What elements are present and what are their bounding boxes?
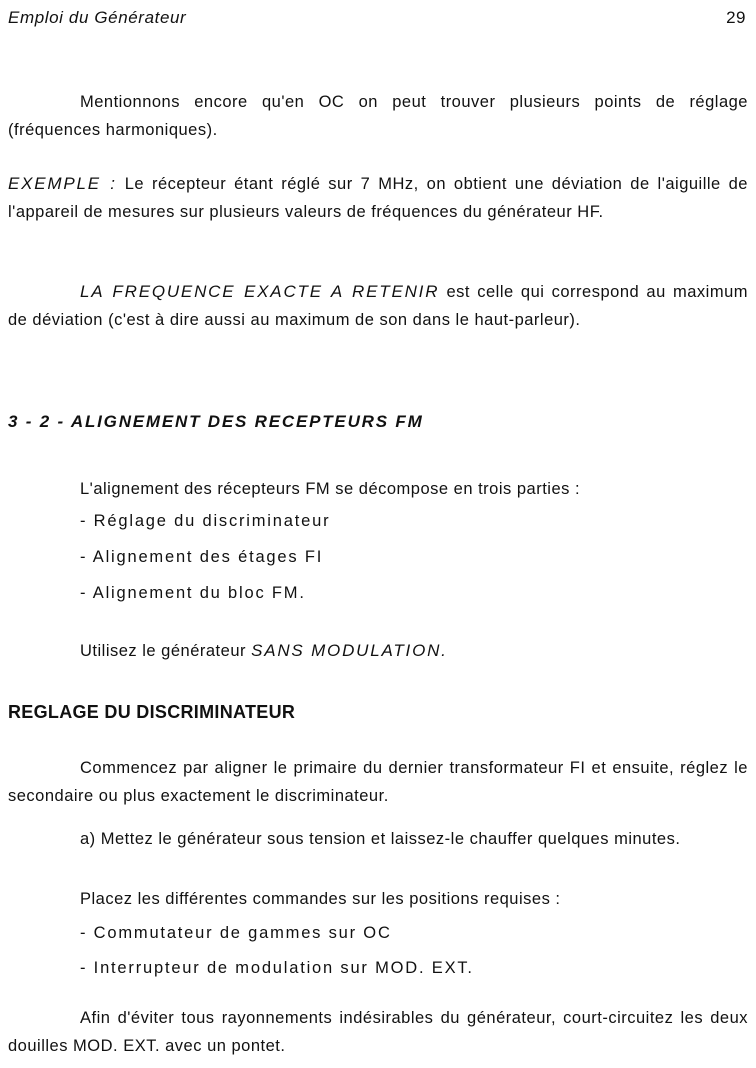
example-label: EXEMPLE :: [8, 174, 117, 193]
paragraph-use-generator: [80, 637, 748, 665]
use-generator-text: Utilisez le générateur: [80, 642, 252, 660]
paragraph-commencez: Commencez par aligner le primaire du dernier transformateur FI et ensuite, réglez le secondaire ou plus exactement le discriminateur.: [8, 759, 748, 805]
section-3-2-intro: L'alignement des récepteurs FM se décompose en trois parties :: [80, 480, 581, 498]
section-title-reglage: REGLAGE DU DISCRIMINATEUR: [8, 702, 296, 722]
list-item: - Alignement des étages FI: [80, 548, 324, 566]
running-header-title: Emploi du Générateur: [8, 8, 187, 27]
use-generator-emphasis: SANS MODULATION.: [251, 641, 448, 660]
list-item: - Commutateur de gammes sur OC: [80, 924, 392, 942]
list-item: - Interrupteur de modulation sur MOD. EXT.: [80, 959, 474, 977]
list-item: - Alignement du bloc FM.: [80, 584, 306, 602]
section-title-3-2: 3 - 2 - ALIGNEMENT DES RECEPTEURS FM: [8, 412, 424, 431]
example-text: Le récepteur étant réglé sur 7 MHz, on obtient une déviation de l'aiguille de l'appareil de mesures sur plusieurs valeurs de fréquences du générateur HF.: [8, 175, 748, 221]
paragraph-short-circuit: Afin d'éviter tous rayonnements indésirables du générateur, court-circuitez les deux douilles MOD. EXT. avec un pontet.: [8, 1009, 748, 1055]
exact-frequency-text: est celle qui correspond au maximum de déviation (c'est à dire aussi au maximum de son dans le haut-parleur).: [8, 283, 748, 329]
paragraph-exact-frequency: [8, 278, 748, 334]
paragraph-example: [8, 170, 748, 226]
paragraph-placez: Placez les différentes commandes sur les positions requises :: [80, 890, 561, 908]
list-item: - Réglage du discriminateur: [80, 512, 331, 530]
page-number: 29: [726, 8, 746, 27]
paragraph-step-a: a) Mettez le générateur sous tension et laissez-le chauffer quelques minutes.: [80, 830, 681, 848]
paragraph-harmonics: Mentionnons encore qu'en OC on peut trouver plusieurs points de réglage (fréquences harmoniques).: [8, 93, 748, 139]
exact-frequency-label: LA FREQUENCE EXACTE A RETENIR: [80, 282, 440, 301]
